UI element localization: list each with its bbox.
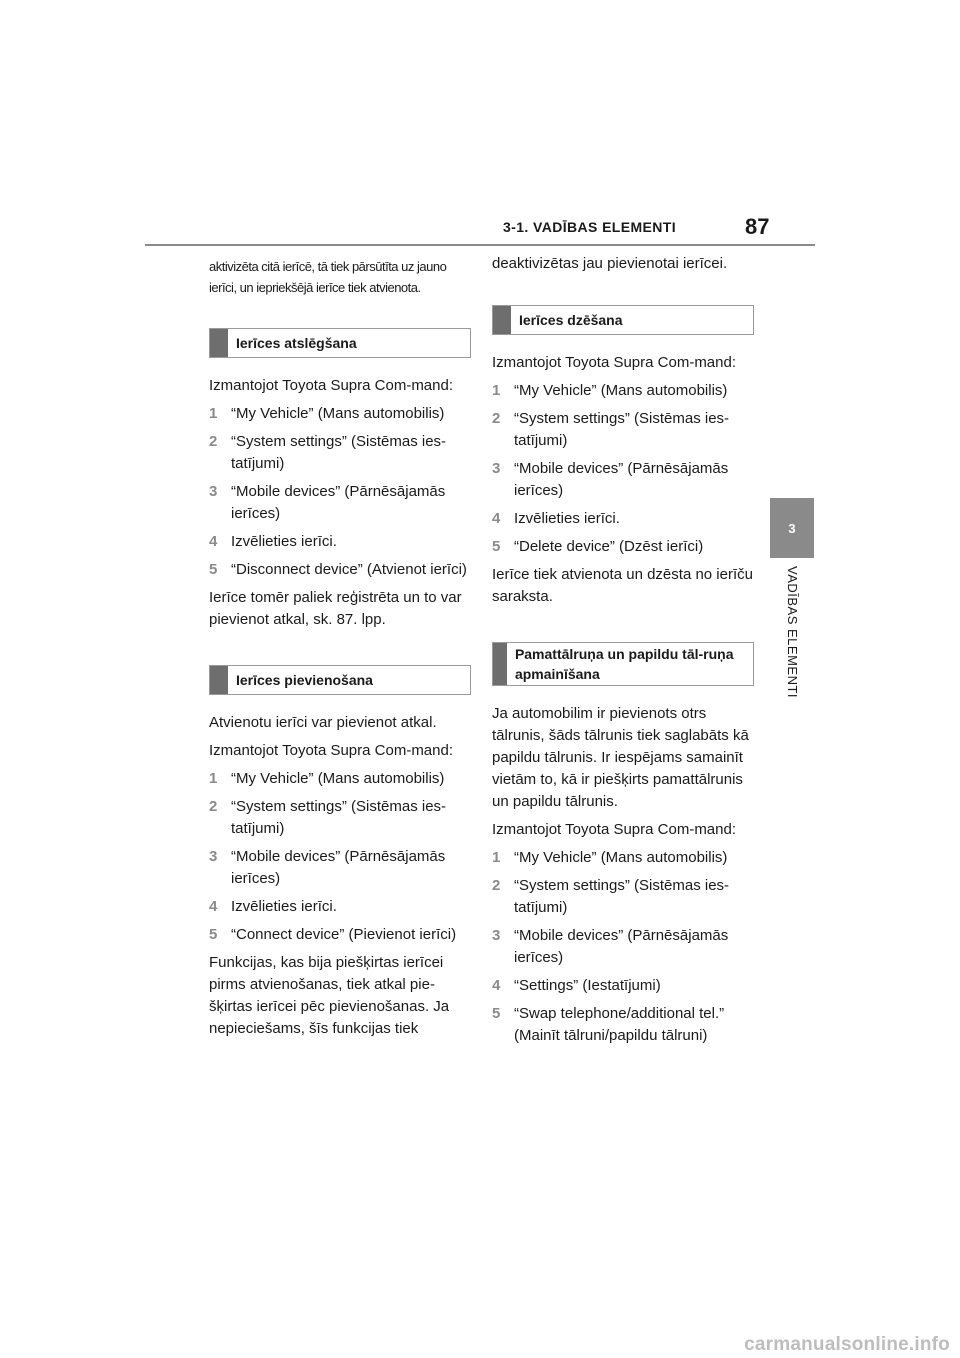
step-text: Izvēlieties ierīci.: [514, 510, 620, 527]
step-text: Izvēlieties ierīci.: [231, 533, 337, 550]
step-item: [492, 1003, 754, 1047]
heading-marker: [493, 643, 507, 685]
step-item: [492, 458, 754, 502]
paragraph: Atvienotu ierīci var pievienot atkal.: [209, 714, 437, 731]
intro-text: deaktivizētas jau pievienotai ierīcei.: [492, 255, 728, 272]
step-number: 4: [492, 977, 501, 994]
left-column: [209, 256, 471, 1046]
step-number: 5: [492, 538, 501, 555]
chapter-side-label: VADĪBAS ELEMENTI: [785, 566, 800, 699]
section-heading: [209, 328, 471, 358]
paragraph: Ja automobilim ir pievienots otrs tālrunis, šāds tālrunis tiek saglabāts kā papildu tālrunis. Ir iespējams samainīt vietām to, kā ir piešķirts pamattālrunis un papildu tālrunis.: [492, 705, 749, 810]
step-item: [209, 559, 471, 581]
step-number: 1: [492, 382, 501, 399]
step-text: “My Vehicle” (Mans automobilis): [514, 849, 728, 866]
page-number: 87: [745, 214, 770, 239]
step-item: [209, 403, 471, 425]
step-text: “My Vehicle” (Mans automobilis): [231, 770, 445, 787]
step-item: [209, 768, 471, 790]
heading-marker: [493, 306, 511, 334]
intro-text: aktivizēta citā ierīcē, tā tiek pārsūtīta uz jauno ierīci, un iepriekšējā ierīce tiek atvienota.: [209, 259, 447, 295]
step-number: 2: [492, 410, 501, 427]
step-list: [492, 847, 754, 1047]
heading-text: Ierīces dzēšana: [519, 312, 623, 328]
step-number: 1: [209, 405, 218, 422]
step-item: [492, 536, 754, 558]
step-number: 5: [492, 1005, 501, 1022]
step-number: 4: [209, 898, 218, 915]
paragraph: Izmantojot Toyota Supra Com-mand:: [492, 354, 737, 371]
step-text: “Swap telephone/additional tel.” (Mainīt tālruni/papildu tālruni): [514, 1005, 725, 1044]
step-text: “System settings” (Sistēmas ies-tatījumi): [231, 798, 447, 837]
header-divider: [145, 244, 815, 246]
paragraph: Izmantojot Toyota Supra Com-mand:: [209, 377, 454, 394]
step-list: [209, 768, 471, 946]
paragraph: Izmantojot Toyota Supra Com-mand:: [209, 742, 454, 759]
heading-marker: [210, 666, 228, 694]
step-item: [209, 431, 471, 475]
heading-text: Pamattālruņa un papildu tāl-ruņa apmainīšana: [514, 646, 734, 682]
paragraph: Funkcijas, kas bija piešķirtas ierīcei pirms atvienošanas, tiek atkal pie-šķirtas ierīcei pēc pievienošanas. Ja nepieciešams, šīs funkcijas tiek: [209, 954, 450, 1037]
step-number: 3: [209, 848, 218, 865]
step-number: 1: [209, 770, 218, 787]
paragraph: Ierīce tomēr paliek reģistrēta un to var pievienot atkal, sk. 87. lpp.: [209, 589, 462, 628]
step-number: 2: [492, 877, 501, 894]
step-number: 4: [209, 533, 218, 550]
right-column: [492, 256, 754, 1053]
step-text: “Delete device” (Dzēst ierīci): [514, 538, 704, 555]
step-text: Izvēlieties ierīci.: [231, 898, 337, 915]
step-text: “Settings” (Iestatījumi): [514, 977, 661, 994]
chapter-number: 3: [788, 520, 796, 536]
step-number: 4: [492, 510, 501, 527]
step-number: 3: [492, 927, 501, 944]
step-item: [209, 896, 471, 918]
step-number: 3: [209, 483, 218, 500]
heading-text: Ierīces atslēgšana: [236, 335, 357, 351]
step-number: 5: [209, 561, 218, 578]
chapter-tab: [770, 498, 814, 558]
step-number: 3: [492, 460, 501, 477]
step-number: 5: [209, 926, 218, 943]
step-item: [209, 924, 471, 946]
step-list: [492, 380, 754, 558]
step-text: “System settings” (Sistēmas ies-tatījumi): [231, 433, 447, 472]
step-text: “Mobile devices” (Pārnēsājamās ierīces): [231, 848, 446, 887]
step-item: [492, 975, 754, 997]
step-number: 2: [209, 433, 218, 450]
step-item: [209, 846, 471, 890]
heading-marker: [210, 329, 228, 357]
step-text: “System settings” (Sistēmas ies-tatījumi): [514, 877, 730, 916]
step-item: [492, 847, 754, 869]
step-item: [209, 531, 471, 553]
step-item: [209, 481, 471, 525]
step-list: [209, 403, 471, 581]
step-text: “Disconnect device” (Atvienot ierīci): [231, 561, 467, 578]
step-item: [492, 508, 754, 530]
paragraph: Ierīce tiek atvienota un dzēsta no ierīču saraksta.: [492, 566, 753, 605]
step-text: “System settings” (Sistēmas ies-tatījumi): [514, 410, 730, 449]
step-text: “My Vehicle” (Mans automobilis): [514, 382, 728, 399]
section-heading: [209, 665, 471, 695]
paragraph: Izmantojot Toyota Supra Com-mand:: [492, 821, 737, 838]
step-item: [209, 796, 471, 840]
step-number: 1: [492, 849, 501, 866]
section-heading: [492, 642, 754, 686]
section-heading: [492, 305, 754, 335]
step-text: “Mobile devices” (Pārnēsājamās ierīces): [514, 927, 729, 966]
step-item: [492, 925, 754, 969]
step-text: “Mobile devices” (Pārnēsājamās ierīces): [231, 483, 446, 522]
step-item: [492, 408, 754, 452]
step-item: [492, 875, 754, 919]
step-text: “Mobile devices” (Pārnēsājamās ierīces): [514, 460, 729, 499]
step-item: [492, 380, 754, 402]
watermark: carmanualsonline.info: [744, 1334, 950, 1355]
section-title: 3-1. VADĪBAS ELEMENTI: [503, 219, 677, 235]
heading-text: Ierīces pievienošana: [236, 672, 373, 688]
step-text: “My Vehicle” (Mans automobilis): [231, 405, 445, 422]
step-number: 2: [209, 798, 218, 815]
step-text: “Connect device” (Pievienot ierīci): [231, 926, 457, 943]
